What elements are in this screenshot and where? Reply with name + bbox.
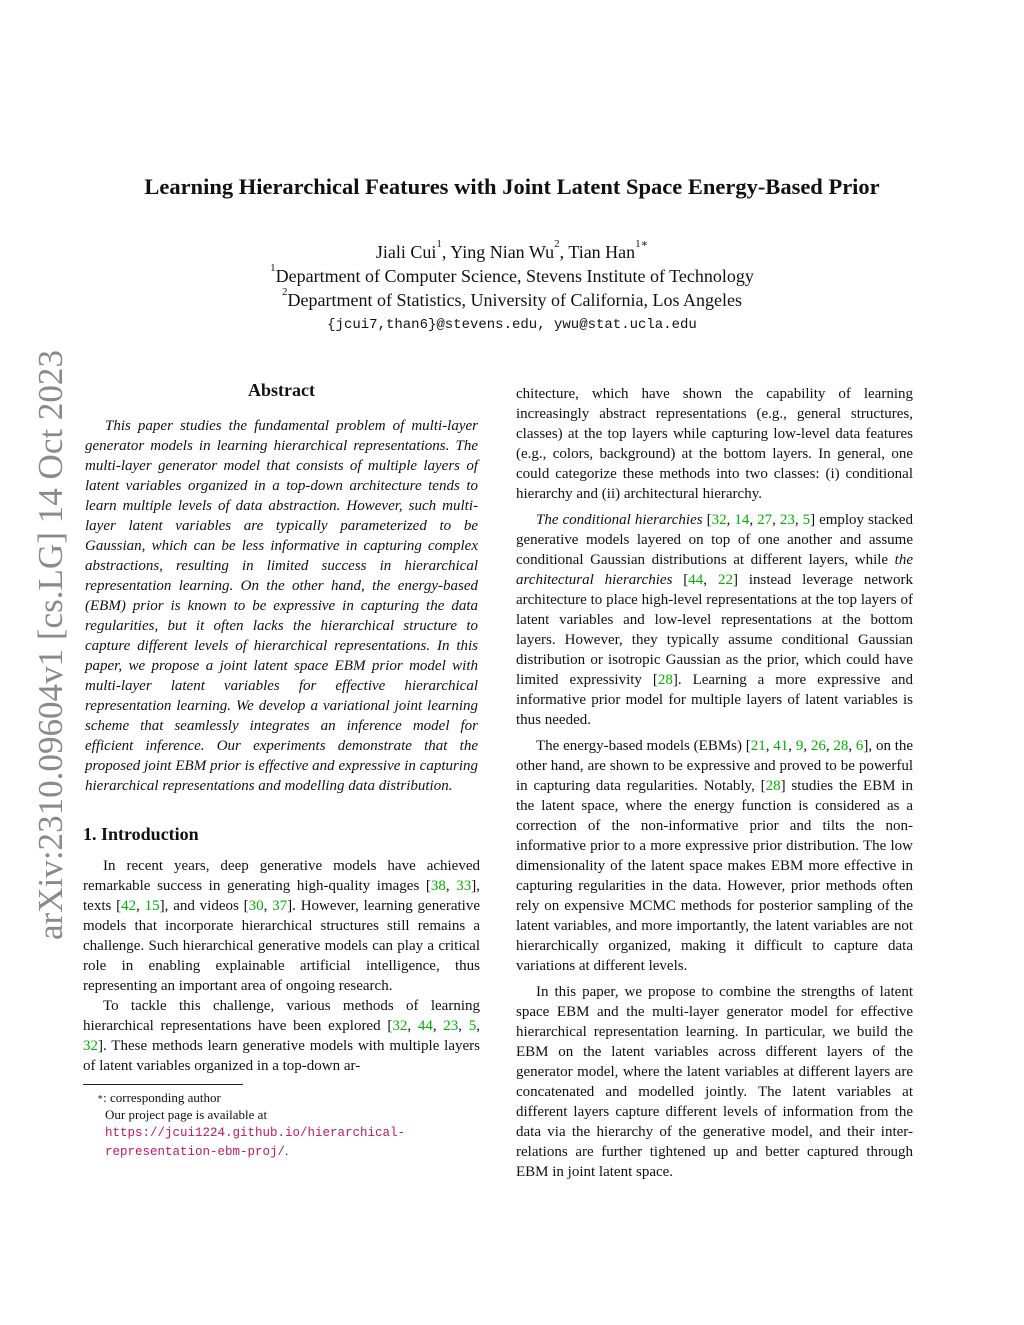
author-sup: 1∗ <box>635 238 649 250</box>
citation-link[interactable]: 32 <box>711 512 727 528</box>
citation-link[interactable]: 32 <box>83 1038 98 1054</box>
citation-link[interactable]: 41 <box>773 738 789 754</box>
citation-link[interactable]: 21 <box>750 738 766 754</box>
intro-paragraph-1: In recent years, deep generative models have achieved remarkable success in generating high-quality images [38, 33], texts [42, 15], and videos [30, 37]. However, learning generative models that incorporate hierarchical structures still remains a challenge. Such hierarchical generative models can play a critical role in enabling explainable artificial intelligence, thus representing an important area of ongoing research. <box>83 858 481 994</box>
citation-link[interactable]: 42 <box>121 898 137 914</box>
author-sup: 1 <box>436 238 442 250</box>
citation-link[interactable]: 38 <box>430 878 446 894</box>
arxiv-stamp-text: arXiv:2310.09604v1 [cs.LG] 14 Oct 2023 <box>31 350 70 940</box>
abstract-heading: Abstract <box>248 380 315 400</box>
citation-link[interactable]: 5 <box>468 1018 477 1034</box>
citation-link[interactable]: 28 <box>833 738 849 754</box>
arxiv-stamp <box>18 340 78 960</box>
project-page-link[interactable]: https://jcui1224.github.io/hierarchical-representation-ebm-proj/ <box>105 1126 406 1159</box>
author-list: Jiali Cui$^1$, Ying Nian Wu$^2$, Tian Han$^{1∗}$ <box>375 238 649 262</box>
citation-link[interactable]: 44 <box>417 1018 433 1034</box>
citation-link[interactable]: 23 <box>443 1018 459 1034</box>
author-name: Jiali Cui <box>375 242 437 262</box>
citation-link[interactable]: 32 <box>392 1018 408 1034</box>
citation-link[interactable]: 33 <box>456 878 472 894</box>
citation-link[interactable]: 27 <box>757 512 773 528</box>
intro-paragraph-3: chitecture, which have shown the capability of learning increasingly abstract representations (e.g., general structures, classes) at the top layers while capturing low-level data features (e.g., colors, background) at the bottom layers. In general, one could categorize these methods into two classes: (i) conditional hierarchy and (ii) architectural hierarchy. <box>516 386 913 502</box>
footnote-rule <box>83 1084 243 1085</box>
author-sup: 2 <box>554 238 560 250</box>
affiliation: $^1$Department of Computer Science, Stevens Institute of Technology <box>270 262 754 286</box>
intro-paragraph-6: In this paper, we propose to combine the strengths of latent space EBM and the multi-layer generator model for effective hierarchical representation learning. In particular, we build the EBM on the latent variables across different layers of the generator model, where the latent variables at different layers are concatenated and modelled jointly. The latent variables at different layers capture different levels of information from the data via the hierarchy of the generative model, and their inter-relations are further tightened up and better captured through EBM in joint latent space. <box>516 984 913 1180</box>
footnote-project-page: Our project page is available at https://jcui1224.github.io/hierarchical-representation-ebm-proj/. <box>105 1107 406 1159</box>
intro-paragraph-4: The conditional hierarchies [32, 14, 27, 23, 5] employ stacked generative models layered on top of one another and assume conditional Gaussian distributions at different layers, while the architectural hierarchies [44, 22] instead leverage network architecture to place high-level representations at the top layers of latent variables and low-level representations at the bottom layers. However, they typically assume conditional Gaussian distribution or isotropic Gaussian as the prior, which could have limited expressivity [28]. Learning a more expressive and informative prior model for multiple layers of latent variables is thus needed. <box>516 512 914 728</box>
citation-link[interactable]: 44 <box>688 572 704 588</box>
author-name: Ying Nian Wu <box>450 242 555 262</box>
citation-link[interactable]: 5 <box>802 512 811 528</box>
citation-link[interactable]: 28 <box>765 778 781 794</box>
citation-link[interactable]: 26 <box>810 738 826 754</box>
citation-link[interactable]: 23 <box>779 512 795 528</box>
citation-link[interactable]: 28 <box>657 672 673 688</box>
author-block <box>80 240 944 337</box>
author-name: Tian Han <box>568 242 636 262</box>
intro-paragraph-2: To tackle this challenge, various methods of learning hierarchical representations have been explored [32, 44, 23, 5, 32]. These methods learn generative models with multiple layers of latent variables organized in a top-down ar- <box>83 998 481 1074</box>
paper-title: Learning Hierarchical Features with Joint Latent Space Energy-Based Prior <box>144 174 880 199</box>
citation-link[interactable]: 14 <box>734 512 750 528</box>
abstract-text: This paper studies the fundamental problem of multi-layer generator models in learning hierarchical representations. The multi-layer generator model that consists of multiple layers of latent variables organized in a top-down architecture tends to learn multiple levels of data abstraction. However, such multi-layer latent variables are typically parameterized to be Gaussian, which can be less informative in capturing complex abstractions, resulting in limited success in hierarchical representation learning. On the other hand, the energy-based (EBM) prior is known to be expressive in capturing the data regularities, but it often lacks the hierarchical structure to capture different levels of hierarchical representations. In this paper, we propose a joint latent space EBM prior model with multi-layer latent variables for effective hierarchical representation learning. We develop a variational joint learning scheme that seamlessly integrates an inference model for efficient inference. Our experiments demonstrate that the proposed joint EBM prior is effective and expressive in capturing hierarchical representations and modelling data distribution. <box>85 418 478 794</box>
citation-link[interactable]: 6 <box>855 738 864 754</box>
citation-link[interactable]: 9 <box>795 738 804 754</box>
intro-paragraph-5: The energy-based models (EBMs) [21, 41, 9, 26, 28, 6], on the other hand, are shown to be expressive and proved to be powerful in capturing data regularities. Notably, [28] studies the EBM in the latent space, where the energy function is considered as a correction of the non-informative prior and tilts the non-informative prior to a more expressive prior distribution. The low dimensionality of the latent space makes EBM more effective in capturing regularities in the data. However, prior methods often rely on expensive MCMC methods for posterior sampling of the latent variables, and more importantly, the latent variables are not hierarchically organized, making it difficult to capture data variations at different levels. <box>516 738 914 974</box>
citation-link[interactable]: 15 <box>144 898 160 914</box>
citation-link[interactable]: 37 <box>272 898 288 914</box>
affiliation: $^2$Department of Statistics, University of California, Los Angeles <box>282 286 742 310</box>
footnote <box>83 1089 480 1161</box>
citation-link[interactable]: 22 <box>717 572 733 588</box>
right-column <box>516 384 913 1182</box>
author-emails: {jcui7,than6}@stevens.edu, ywu@stat.ucla.edu <box>327 317 697 333</box>
footnote-corresponding: ∗: corresponding author <box>97 1090 221 1105</box>
left-column <box>83 378 480 1161</box>
section-heading-introduction: 1. Introduction <box>83 824 199 844</box>
citation-link[interactable]: 30 <box>248 898 264 914</box>
